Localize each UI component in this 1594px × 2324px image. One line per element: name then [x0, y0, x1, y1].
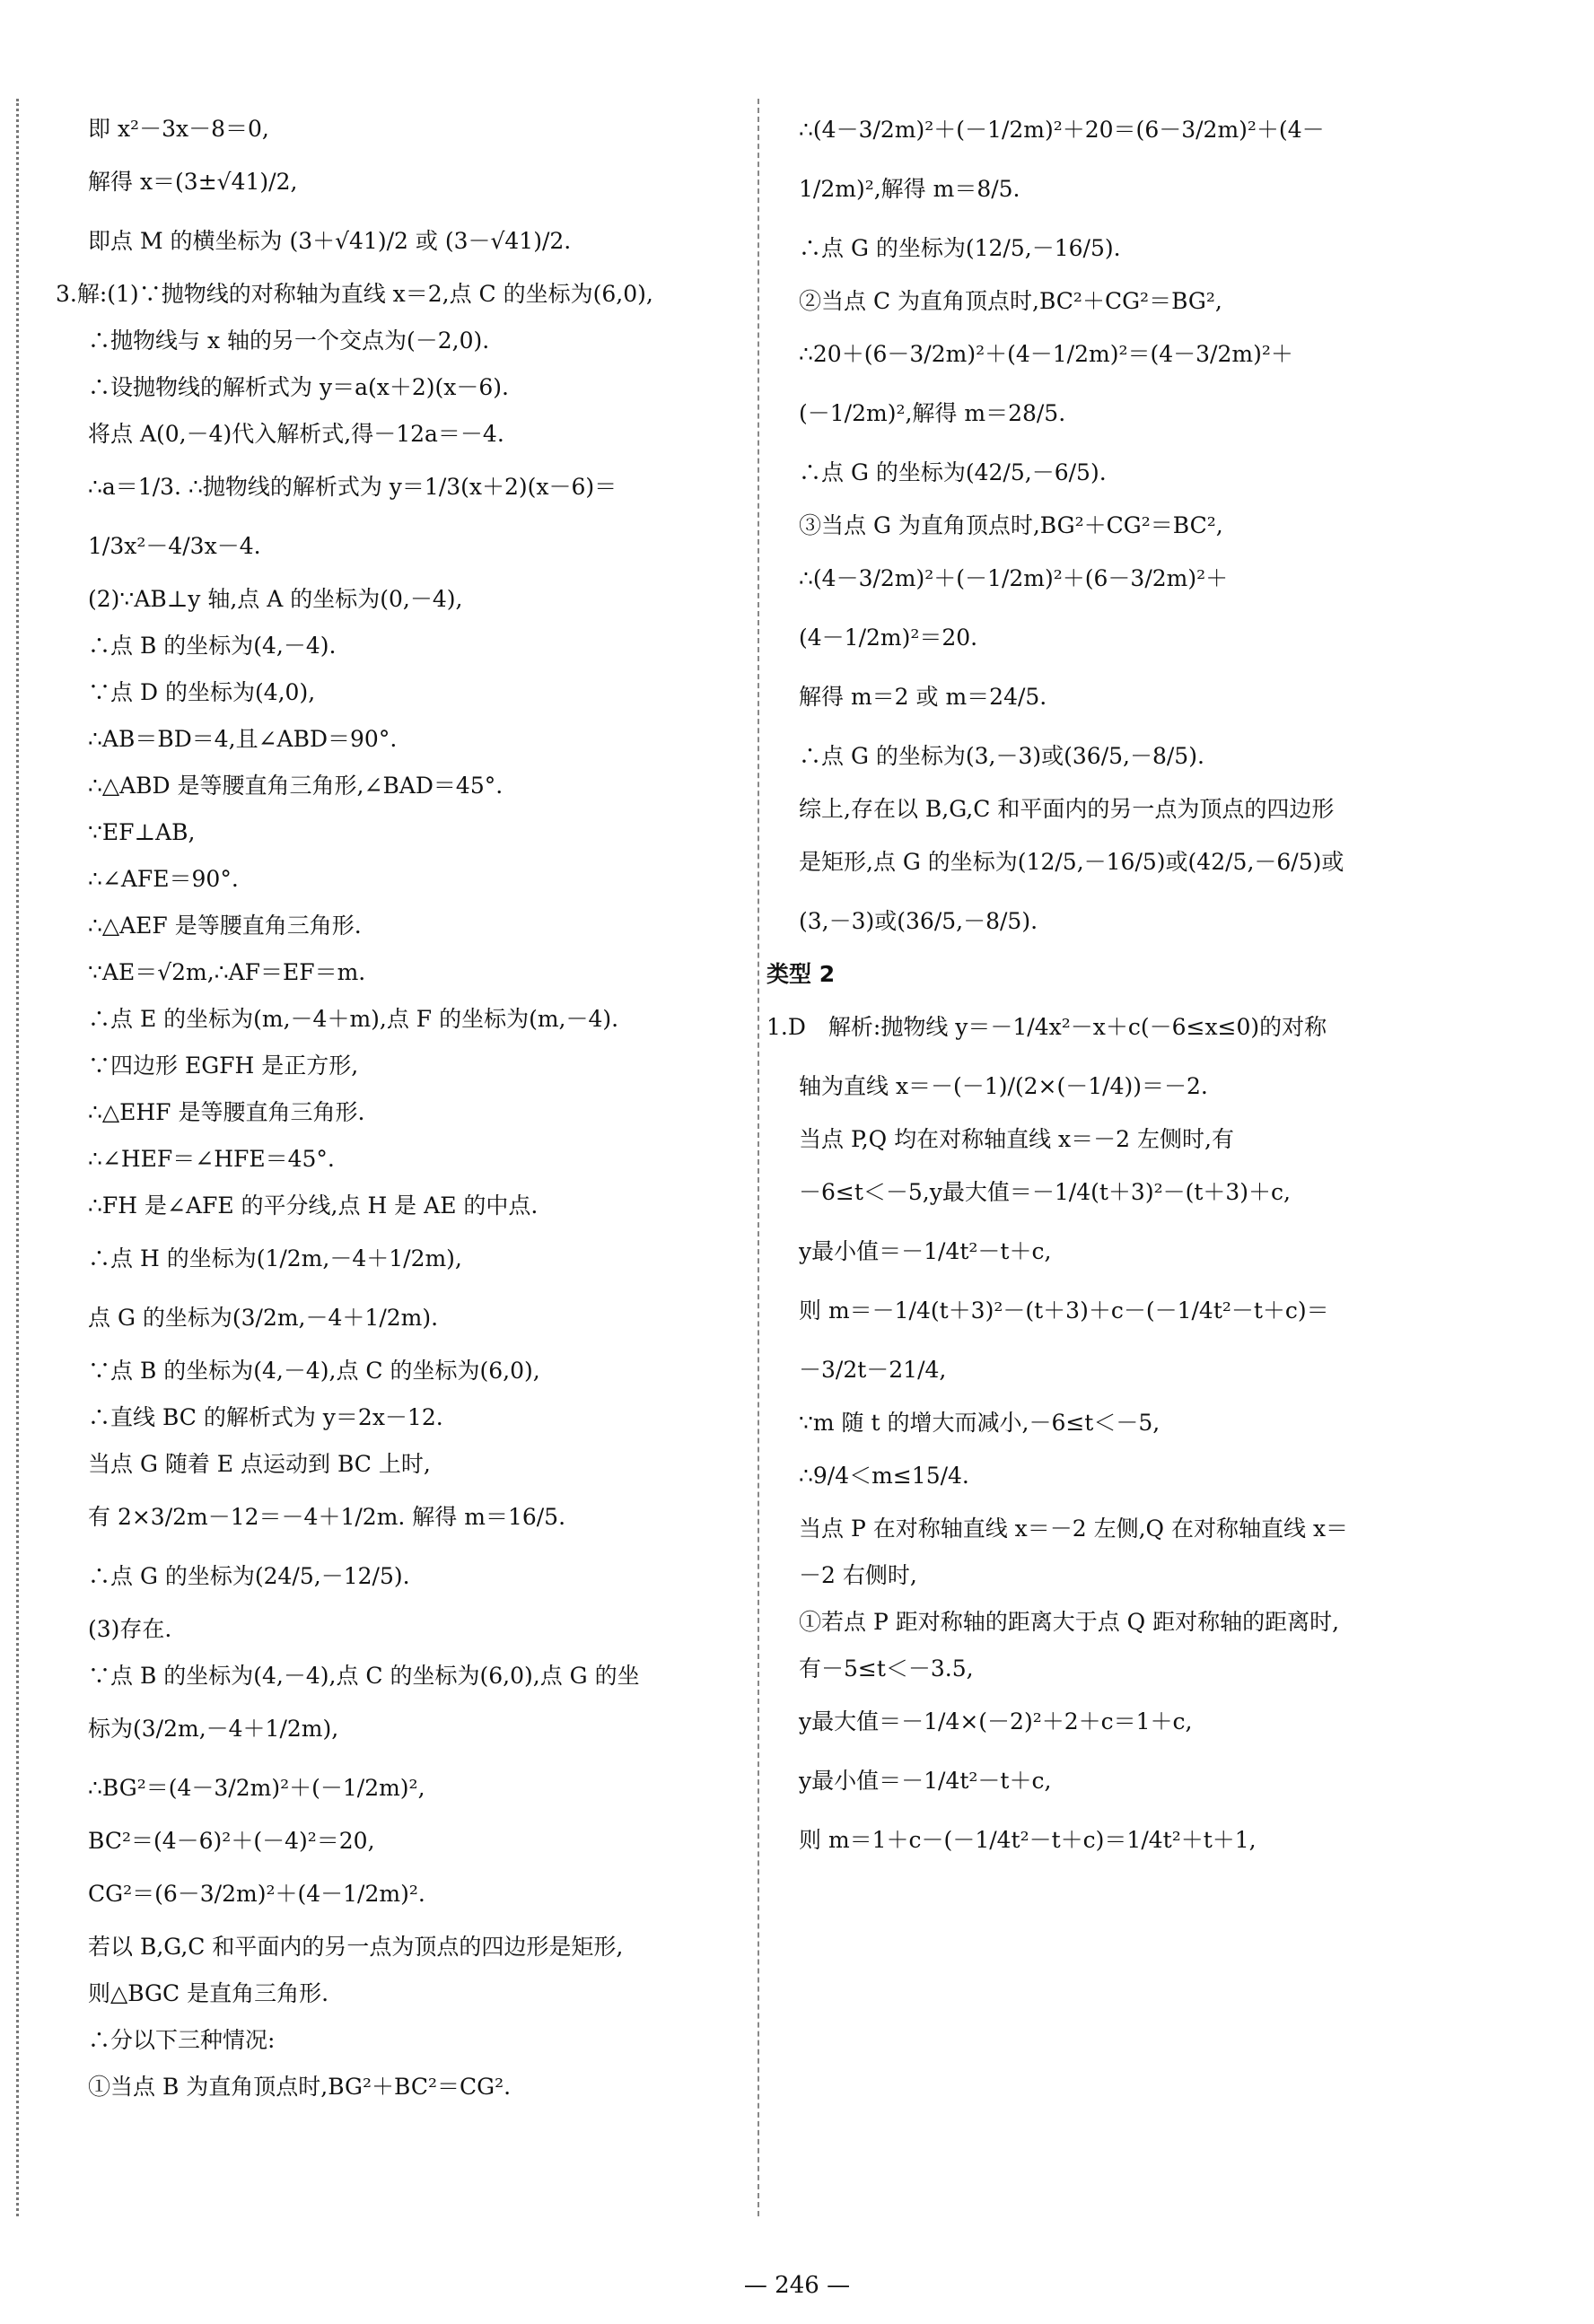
- text-line: ③当点 G 为直角顶点时,BG²＋CG²＝BC²,: [799, 512, 1223, 538]
- text-line: 若以 B,G,C 和平面内的另一点为顶点的四边形是矩形,: [88, 1934, 624, 1960]
- text-line: ∴点 B 的坐标为(4,－4).: [88, 633, 337, 659]
- text-line: －3/2t－21/4,: [799, 1357, 947, 1383]
- text-line: 当点 G 随着 E 点运动到 BC 上时,: [88, 1451, 431, 1477]
- text-line: 有 2×3/2m－12＝－4＋1/2m. 解得 m＝16/5.: [88, 1504, 566, 1530]
- text-line: 标为(3/2m,－4＋1/2m),: [88, 1716, 339, 1742]
- text-line: ①若点 P 距对称轴的距离大于点 Q 距对称轴的距离时,: [799, 1609, 1340, 1635]
- text-line: (3)存在.: [88, 1616, 172, 1642]
- text-line: ∴点 G 的坐标为(3,－3)或(36/5,－8/5).: [799, 743, 1204, 769]
- solution-3-heading-line: 3.解:(1)∵抛物线的对称轴为直线 x＝2,点 C 的坐标为(6,0),: [56, 281, 653, 307]
- text-line: 当点 P,Q 均在对称轴直线 x＝－2 左侧时,有: [799, 1126, 1234, 1152]
- text-line: BC²＝(4－6)²＋(－4)²＝20,: [88, 1828, 375, 1854]
- text-line: 即 x²－3x－8＝0,: [88, 116, 269, 142]
- text-line: ∴设抛物线的解析式为 y＝a(x＋2)(x－6).: [88, 374, 509, 400]
- binding-margin-dots: [16, 99, 19, 2216]
- page-number: — 246 —: [743, 2272, 851, 2299]
- text-line: 是矩形,点 G 的坐标为(12/5,－16/5)或(42/5,－6/5)或: [799, 849, 1344, 875]
- left-column: [56, 100, 727, 2110]
- text-line: 1/3x²－4/3x－4.: [88, 533, 261, 559]
- text-line: ∴直线 BC 的解析式为 y＝2x－12.: [88, 1404, 443, 1430]
- text-line: CG²＝(6－3/2m)²＋(4－1/2m)².: [88, 1881, 425, 1907]
- text-line: y最大值＝－1/4×(－2)²＋2＋c＝1＋c,: [799, 1708, 1193, 1734]
- text-line: 将点 A(0,－4)代入解析式,得－12a＝－4.: [88, 421, 504, 447]
- text-line: ∴20＋(6－3/2m)²＋(4－1/2m)²＝(4－3/2m)²＋: [799, 341, 1293, 367]
- text-line: ∵点 B 的坐标为(4,－4),点 C 的坐标为(6,0),点 G 的坐: [88, 1663, 640, 1689]
- text-line: ∴a＝1/3. ∴抛物线的解析式为 y＝1/3(x＋2)(x－6)＝: [88, 474, 617, 500]
- text-line: ∴△ABD 是等腰直角三角形,∠BAD＝45°.: [88, 773, 504, 799]
- text-line: ∴∠AFE＝90°.: [88, 866, 239, 892]
- text-line: ∴点 H 的坐标为(1/2m,－4＋1/2m),: [88, 1245, 462, 1271]
- text-line: ①当点 B 为直角顶点时,BG²＋BC²＝CG².: [88, 2074, 512, 2100]
- text-line: 当点 P 在对称轴直线 x＝－2 左侧,Q 在对称轴直线 x＝: [799, 1516, 1349, 1542]
- text-line: (4－1/2m)²＝20.: [799, 625, 978, 651]
- text-line: y最小值＝－1/4t²－t＋c,: [799, 1768, 1052, 1794]
- text-line: －2 右侧时,: [799, 1562, 917, 1588]
- text-line: ∴(4－3/2m)²＋(－1/2m)²＋(6－3/2m)²＋: [799, 565, 1229, 591]
- text-line: y最小值＝－1/4t²－t＋c,: [799, 1238, 1052, 1264]
- text-line: (3,－3)或(36/5,－8/5).: [799, 908, 1038, 934]
- section-heading-type-2: 类型 2: [766, 961, 836, 987]
- text-line: ∵点 D 的坐标为(4,0),: [88, 679, 316, 705]
- text-line: ∴9/4＜m≤15/4.: [799, 1463, 969, 1489]
- text-line: ②当点 C 为直角顶点时,BC²＋CG²＝BG²,: [799, 288, 1222, 314]
- text-line: ∵m 随 t 的增大而减小,－6≤t＜－5,: [799, 1410, 1160, 1436]
- text-line: ∴BG²＝(4－3/2m)²＋(－1/2m)²,: [88, 1775, 425, 1801]
- text-line: ∴抛物线与 x 轴的另一个交点为(－2,0).: [88, 328, 490, 354]
- text-line: ∵点 B 的坐标为(4,－4),点 C 的坐标为(6,0),: [88, 1358, 540, 1384]
- text-line: 有－5≤t＜－3.5,: [799, 1656, 974, 1682]
- text-line: ∴点 G 的坐标为(12/5,－16/5).: [799, 235, 1121, 261]
- text-line: ∴∠HEF＝∠HFE＝45°.: [88, 1146, 335, 1172]
- text-line: ∴点 E 的坐标为(m,－4＋m),点 F 的坐标为(m,－4).: [88, 1006, 619, 1032]
- text-line: 点 G 的坐标为(3/2m,－4＋1/2m).: [88, 1305, 439, 1331]
- text-line: ∴分以下三种情况:: [88, 2027, 276, 2053]
- text-line: (2)∵AB⊥y 轴,点 A 的坐标为(0,－4),: [88, 586, 463, 612]
- text-line: 则 m＝－1/4(t＋3)²－(t＋3)＋c－(－1/4t²－t＋c)＝: [799, 1297, 1329, 1324]
- text-line: ∴点 G 的坐标为(42/5,－6/5).: [799, 459, 1107, 485]
- text-line: 解得 m＝2 或 m＝24/5.: [799, 684, 1047, 710]
- text-line: ∴△EHF 是等腰直角三角形.: [88, 1099, 365, 1125]
- text-line: 则 m＝1＋c－(－1/4t²－t＋c)＝1/4t²＋t＋1,: [799, 1827, 1257, 1853]
- text-line: (－1/2m)²,解得 m＝28/5.: [799, 400, 1066, 426]
- text-line: ∵AE＝√2m,∴AF＝EF＝m.: [88, 959, 366, 985]
- text-line: 解得 x＝(3±√41)/2,: [88, 169, 298, 195]
- right-column: [766, 100, 1481, 1870]
- text-line: －6≤t＜－5,y最大值＝－1/4(t＋3)²－(t＋3)＋c,: [799, 1179, 1291, 1205]
- text-line: ∴点 G 的坐标为(24/5,－12/5).: [88, 1563, 410, 1589]
- text-line: ∵四边形 EGFH 是正方形,: [88, 1053, 359, 1079]
- text-line: 1/2m)²,解得 m＝8/5.: [799, 176, 1020, 202]
- text-line: 综上,存在以 B,G,C 和平面内的另一点为顶点的四边形: [799, 796, 1335, 822]
- text-line: ∴(4－3/2m)²＋(－1/2m)²＋20＝(6－3/2m)²＋(4－: [799, 117, 1325, 143]
- text-line: 则△BGC 是直角三角形.: [88, 1980, 329, 2006]
- text-line: 即点 M 的横坐标为 (3＋√41)/2 或 (3－√41)/2.: [88, 228, 572, 254]
- text-line: ∴FH 是∠AFE 的平分线,点 H 是 AE 的中点.: [88, 1193, 539, 1219]
- text-line: ∵EF⊥AB,: [88, 819, 196, 845]
- text-line: ∴AB＝BD＝4,且∠ABD＝90°.: [88, 726, 398, 752]
- text-line: ∴△AEF 是等腰直角三角形.: [88, 913, 362, 939]
- column-divider: [758, 99, 759, 2216]
- solution-1-heading-line: 1.D 解析:抛物线 y＝－1/4x²－x＋c(－6≤x≤0)的对称: [766, 1014, 1327, 1040]
- text-line: 轴为直线 x＝－(－1)/(2×(－1/4))＝－2.: [799, 1073, 1208, 1099]
